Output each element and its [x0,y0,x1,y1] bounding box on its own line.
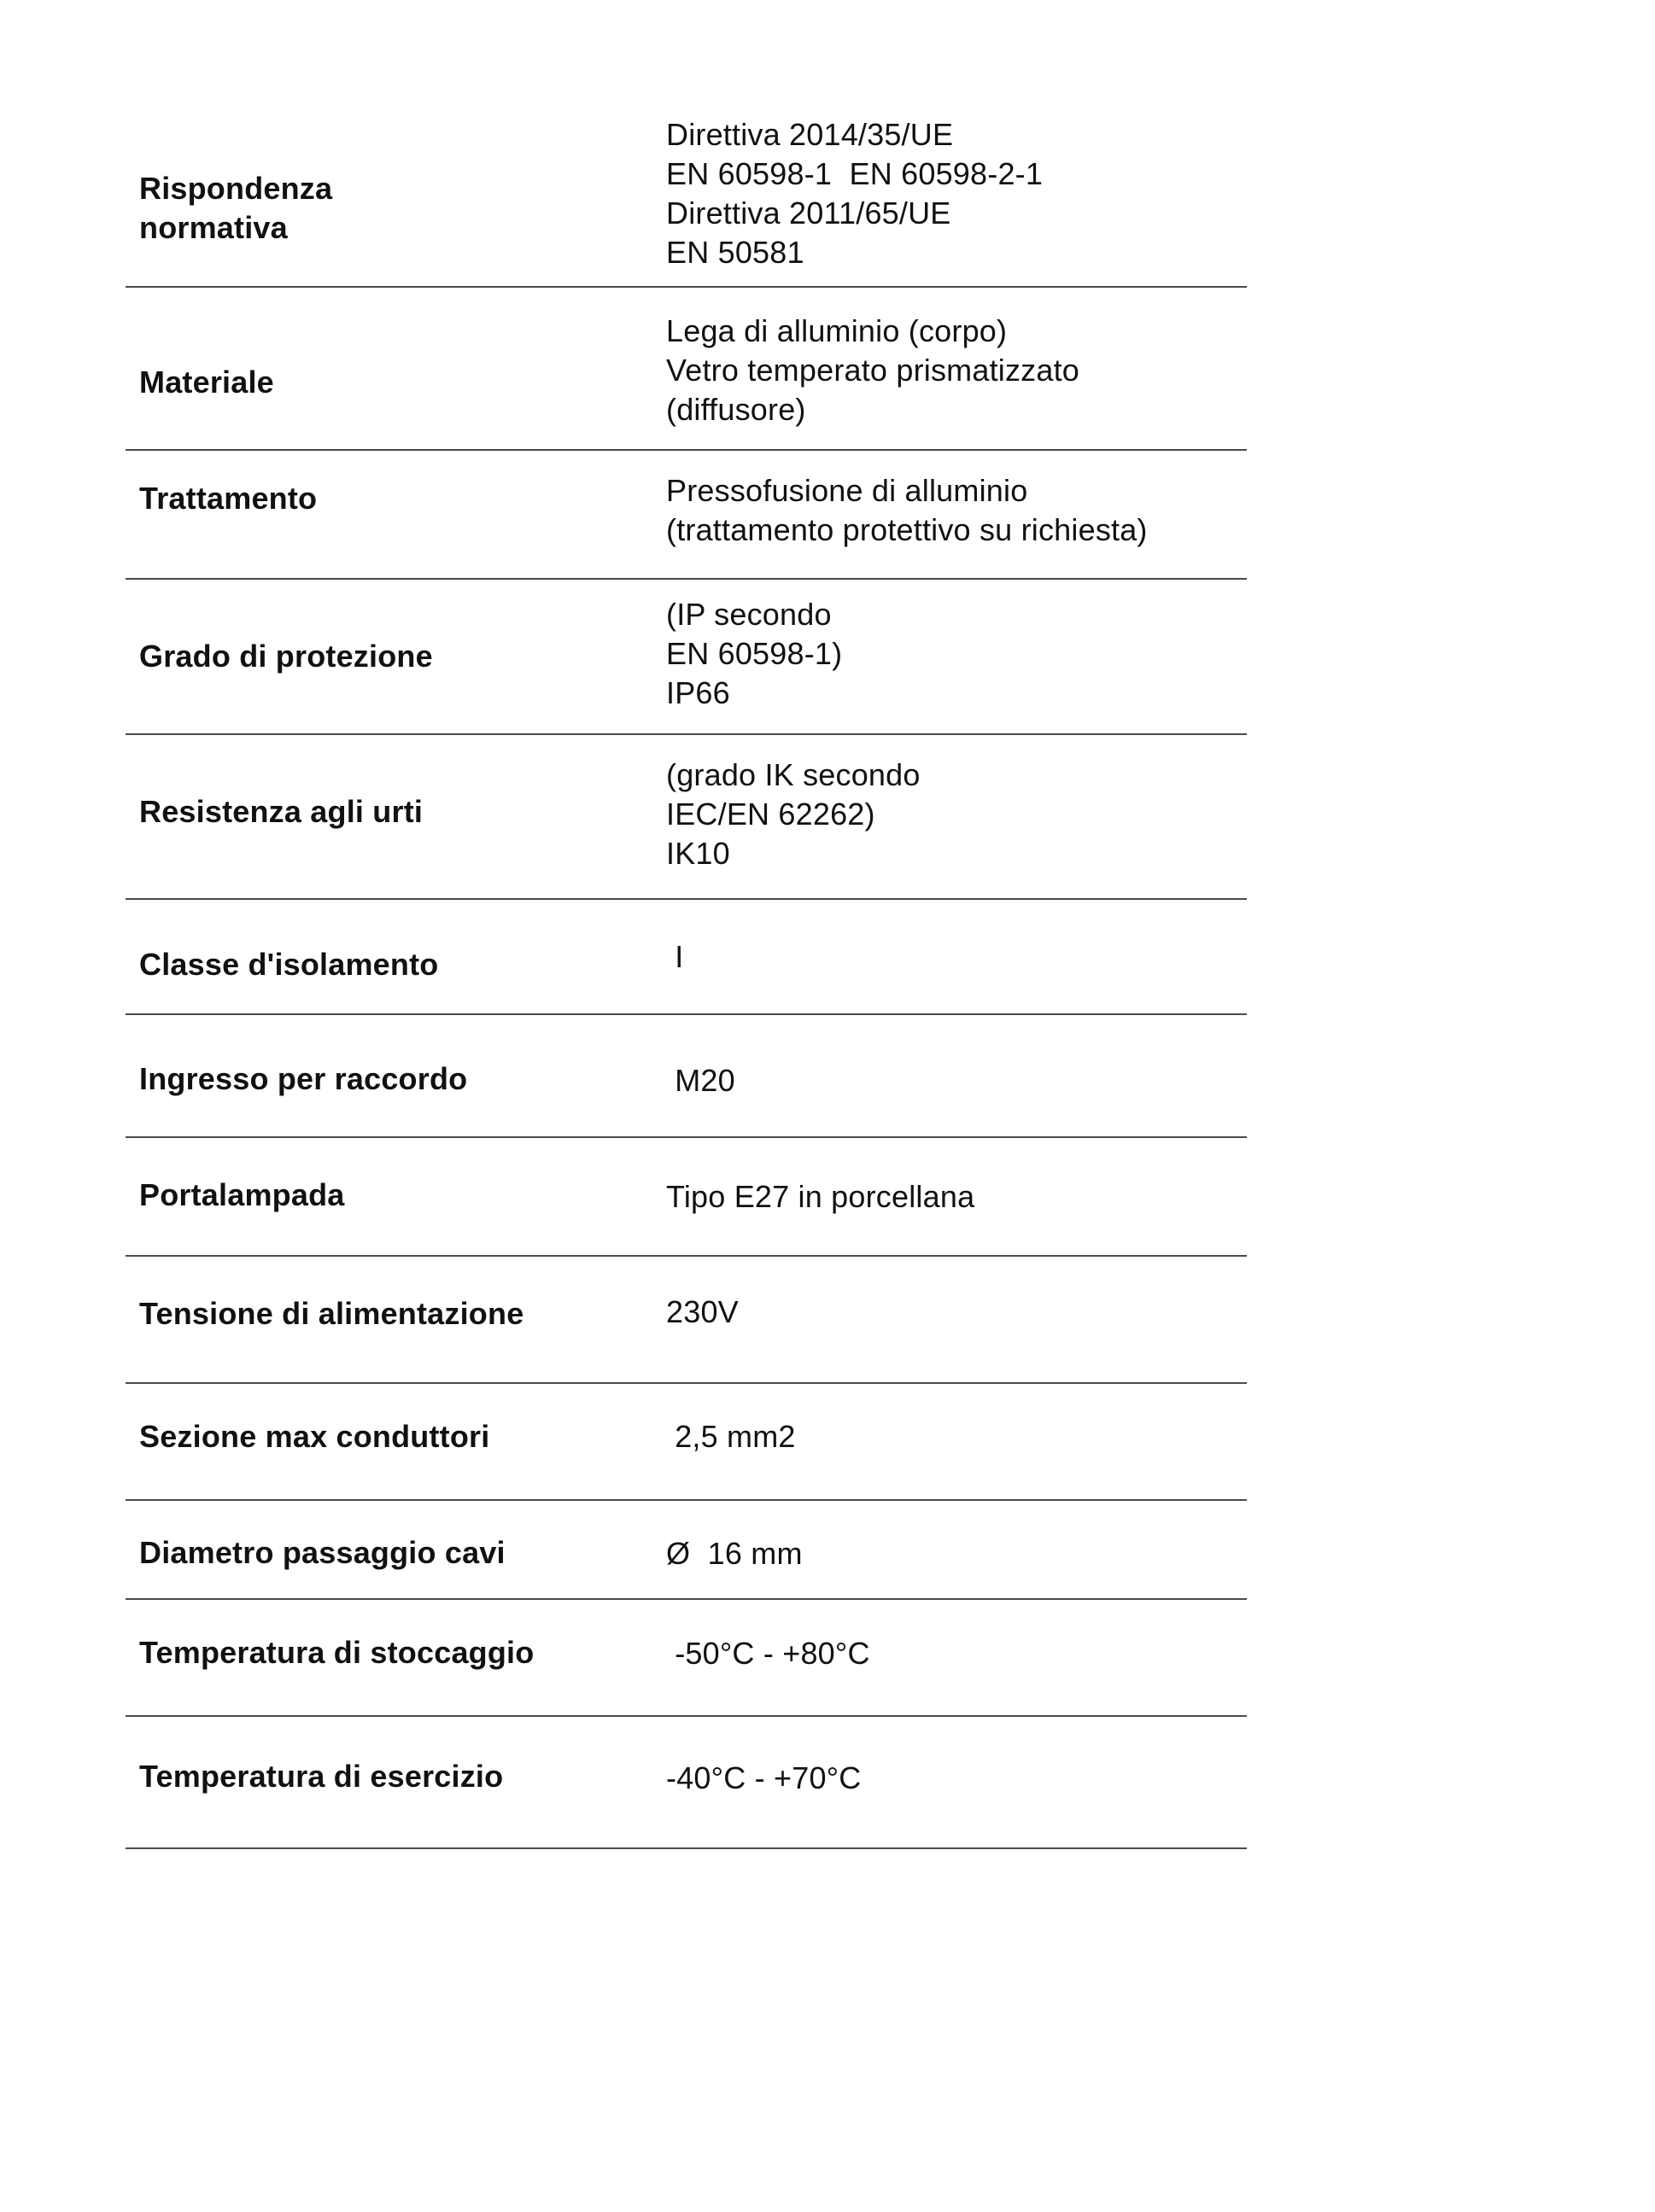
spec-value-line: EN 50581 [666,235,804,270]
spec-value [666,115,1043,272]
spec-value [666,1061,735,1100]
spec-value-line: Pressofusione di alluminio [666,473,1028,508]
spec-row-materiale [126,288,1247,451]
spec-label: Ingresso per raccordo [139,1061,468,1096]
spec-value-line: (trattamento protettivo su richiesta) [666,512,1148,547]
spec-value [666,1293,739,1332]
spec-value-line: Direttiva 2011/65/UE [666,196,951,231]
spec-row-temperatura-stoccaggio [126,1600,1247,1717]
spec-value-line: (IP secondo [666,597,832,632]
spec-value-line: I [666,939,684,974]
spec-value-line: 230V [666,1294,739,1329]
spec-row-portalampada [126,1138,1247,1257]
spec-value-line: Direttiva 2014/35/UE [666,117,954,152]
spec-row-trattamento [126,451,1247,580]
spec-label: Sezione max conduttori [139,1419,490,1454]
spec-value-line: -40°C - +70°C [666,1760,862,1795]
spec-value [666,312,1079,429]
spec-label: Temperatura di esercizio [139,1759,504,1794]
spec-value-line: (grado IK secondo [666,757,921,792]
spec-value [666,756,921,873]
spec-value [666,471,1148,550]
spec-value-line: IP66 [666,675,730,710]
spec-row-resistenza-agli-urti [126,735,1247,900]
spec-label: Materiale [139,365,274,400]
spec-row-diametro-passaggio-cavi [126,1501,1247,1600]
spec-row-sezione-max-conduttori [126,1384,1247,1501]
spec-label: Tensione di alimentazione [139,1296,524,1331]
spec-row-temperatura-esercizio [126,1717,1247,1849]
spec-label: Portalampada [139,1177,345,1212]
spec-row-ingresso-raccordo [126,1015,1247,1138]
spec-value [666,1534,803,1573]
spec-value-line: IEC/EN 62262) [666,797,875,832]
spec-value [666,1417,796,1456]
spec-row-classe-isolamento [126,900,1247,1015]
spec-label: Trattamento [139,481,318,516]
spec-label: Diametro passaggio cavi [139,1535,506,1570]
spec-value-line: 2,5 mm2 [666,1419,796,1454]
spec-value [666,1759,861,1798]
spec-value-line: Vetro temperato prismatizzato [666,353,1080,388]
spec-value-line: -50°C - +80°C [666,1636,870,1671]
spec-label: Temperatura di stoccaggio [139,1635,535,1670]
spec-value-line: IK10 [666,836,730,871]
spec-value [666,1634,870,1673]
spec-value-line: Tipo E27 in porcellana [666,1179,975,1214]
spec-value [666,937,683,977]
spec-row-rispondenza-normativa [126,102,1247,288]
spec-value-line: EN 60598-1 EN 60598-2-1 [666,156,1044,191]
spec-value-line: (diffusore) [666,392,806,427]
spec-value-line: M20 [666,1063,735,1098]
spec-row-grado-di-protezione [126,580,1247,735]
spec-value-line: Ø 16 mm [666,1536,803,1571]
spec-value [666,1177,974,1217]
spec-value-line: Lega di alluminio (corpo) [666,313,1008,348]
spec-label: Classe d'isolamento [139,947,439,982]
spec-value [666,595,842,713]
spec-row-tensione-alimentazione [126,1257,1247,1384]
spec-label: Resistenza agli urti [139,794,424,829]
spec-label: Rispondenza normativa [139,171,333,245]
spec-label: Grado di protezione [139,639,433,674]
spec-value-line: EN 60598-1) [666,636,843,671]
